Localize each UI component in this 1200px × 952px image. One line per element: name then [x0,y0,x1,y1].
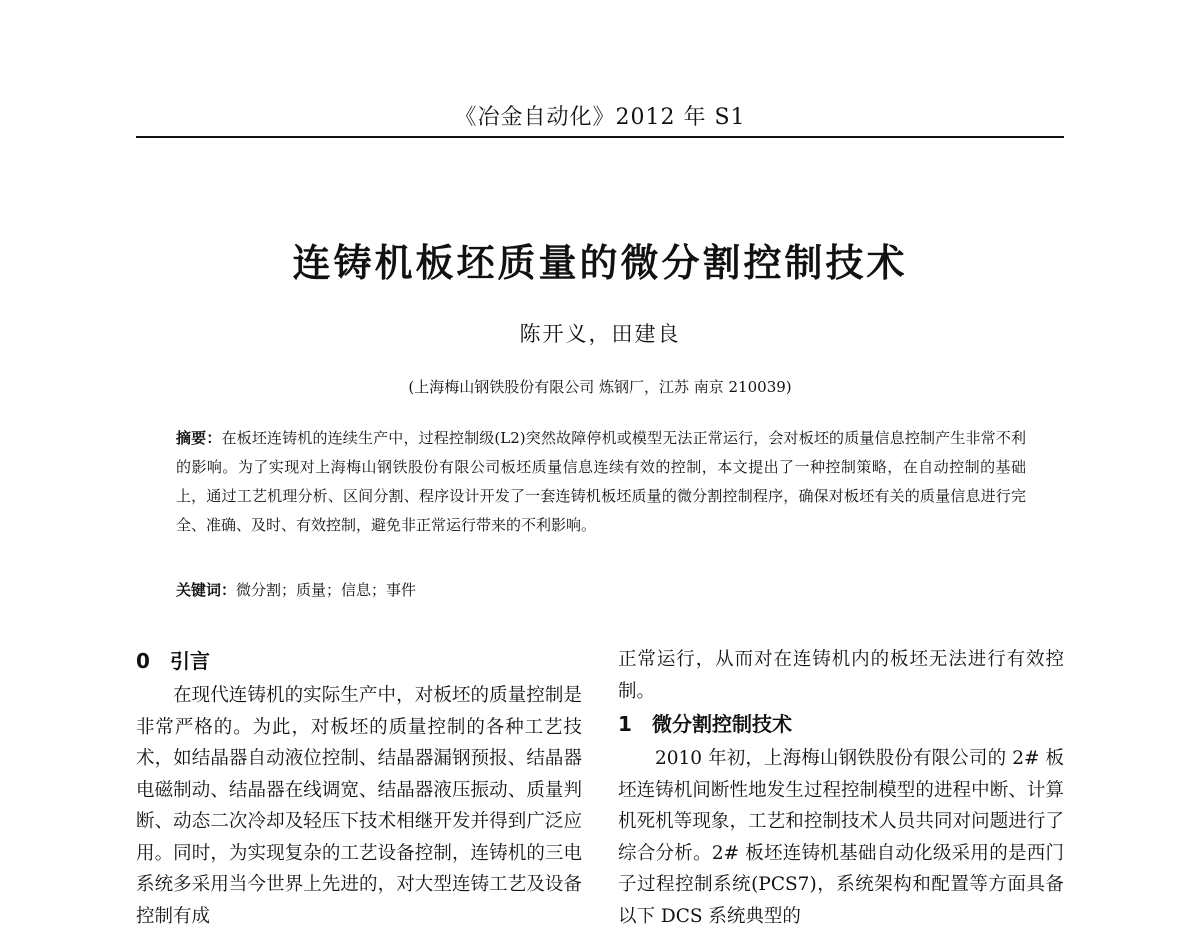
abstract [176,424,1026,540]
section-1-number: 1 [618,712,632,736]
section-0-title: 引言 [170,649,210,673]
section-1-paragraph: 2010 年初，上海梅山钢铁股份有限公司的 2# 板坯连铸机间断性地发生过程控制模型的进程中断、计算机死机等现象，工艺和控制技术人员共同对问题进行了综合分析。2# 板坯连铸机基础自动化级采用的是西门子过程控制系统(PCS7)，系统架构和配置等方面具备以下 DCS 系统典型的 [618,748,1064,927]
abstract-text: 在板坯连铸机的连续生产中，过程控制级(L2)突然故障停机或模型无法正常运行，会对板坯的质量信息控制产生非常不利的影响。为了实现对上海梅山钢铁股份有限公司板坯质量信息连续有效的控制，本文提出了一种控制策略，在自动控制的基础上，通过工艺机理分析、区间分割、程序设计开发了一套连铸机板坯质量的微分割控制程序，确保对板坯有关的质量信息进行完全、准确、及时、有效控制，避免非正常运行带来的不利影响。 [176,429,1026,534]
section-1-heading [618,707,1064,741]
authors: 陈开义，田建良 [519,322,681,346]
section-0-paragraph: 在现代连铸机的实际生产中，对板坯的质量控制是非常严格的。为此，对板坯的质量控制的各种工艺技术，如结晶器自动液位控制、结晶器漏钢预报、结晶器电磁制动、结晶器在线调宽、结晶器液压振动、质量判断、动态二次冷却及轻压下技术相继开发并得到广泛应用。同时，为实现复杂的工艺设备控制，连铸机的三电系统多采用当今世界上先进的，对大型连铸工艺及设备控制有成 [136,685,582,927]
section-0-number: 0 [136,649,150,673]
journal-header: 《冶金自动化》2012 年 S1 [454,105,746,130]
header-rule [136,136,1064,138]
continued-paragraph: 正常运行，从而对在连铸机内的板坯无法进行有效控制。 [618,649,1064,702]
affiliation: (上海梅山钢铁股份有限公司 炼钢厂，江苏 南京 210039) [408,378,792,396]
section-1-title: 微分割控制技术 [652,712,792,736]
abstract-label: 摘要： [176,429,222,447]
keywords-text: 微分割；质量；信息；事件 [236,581,417,599]
section-0-heading [136,644,582,678]
left-column [136,644,582,932]
paper-title: 连铸机板坯质量的微分割控制技术 [292,241,908,285]
right-column [618,644,1064,932]
keywords [176,576,1026,605]
keywords-label: 关键词： [176,581,237,599]
